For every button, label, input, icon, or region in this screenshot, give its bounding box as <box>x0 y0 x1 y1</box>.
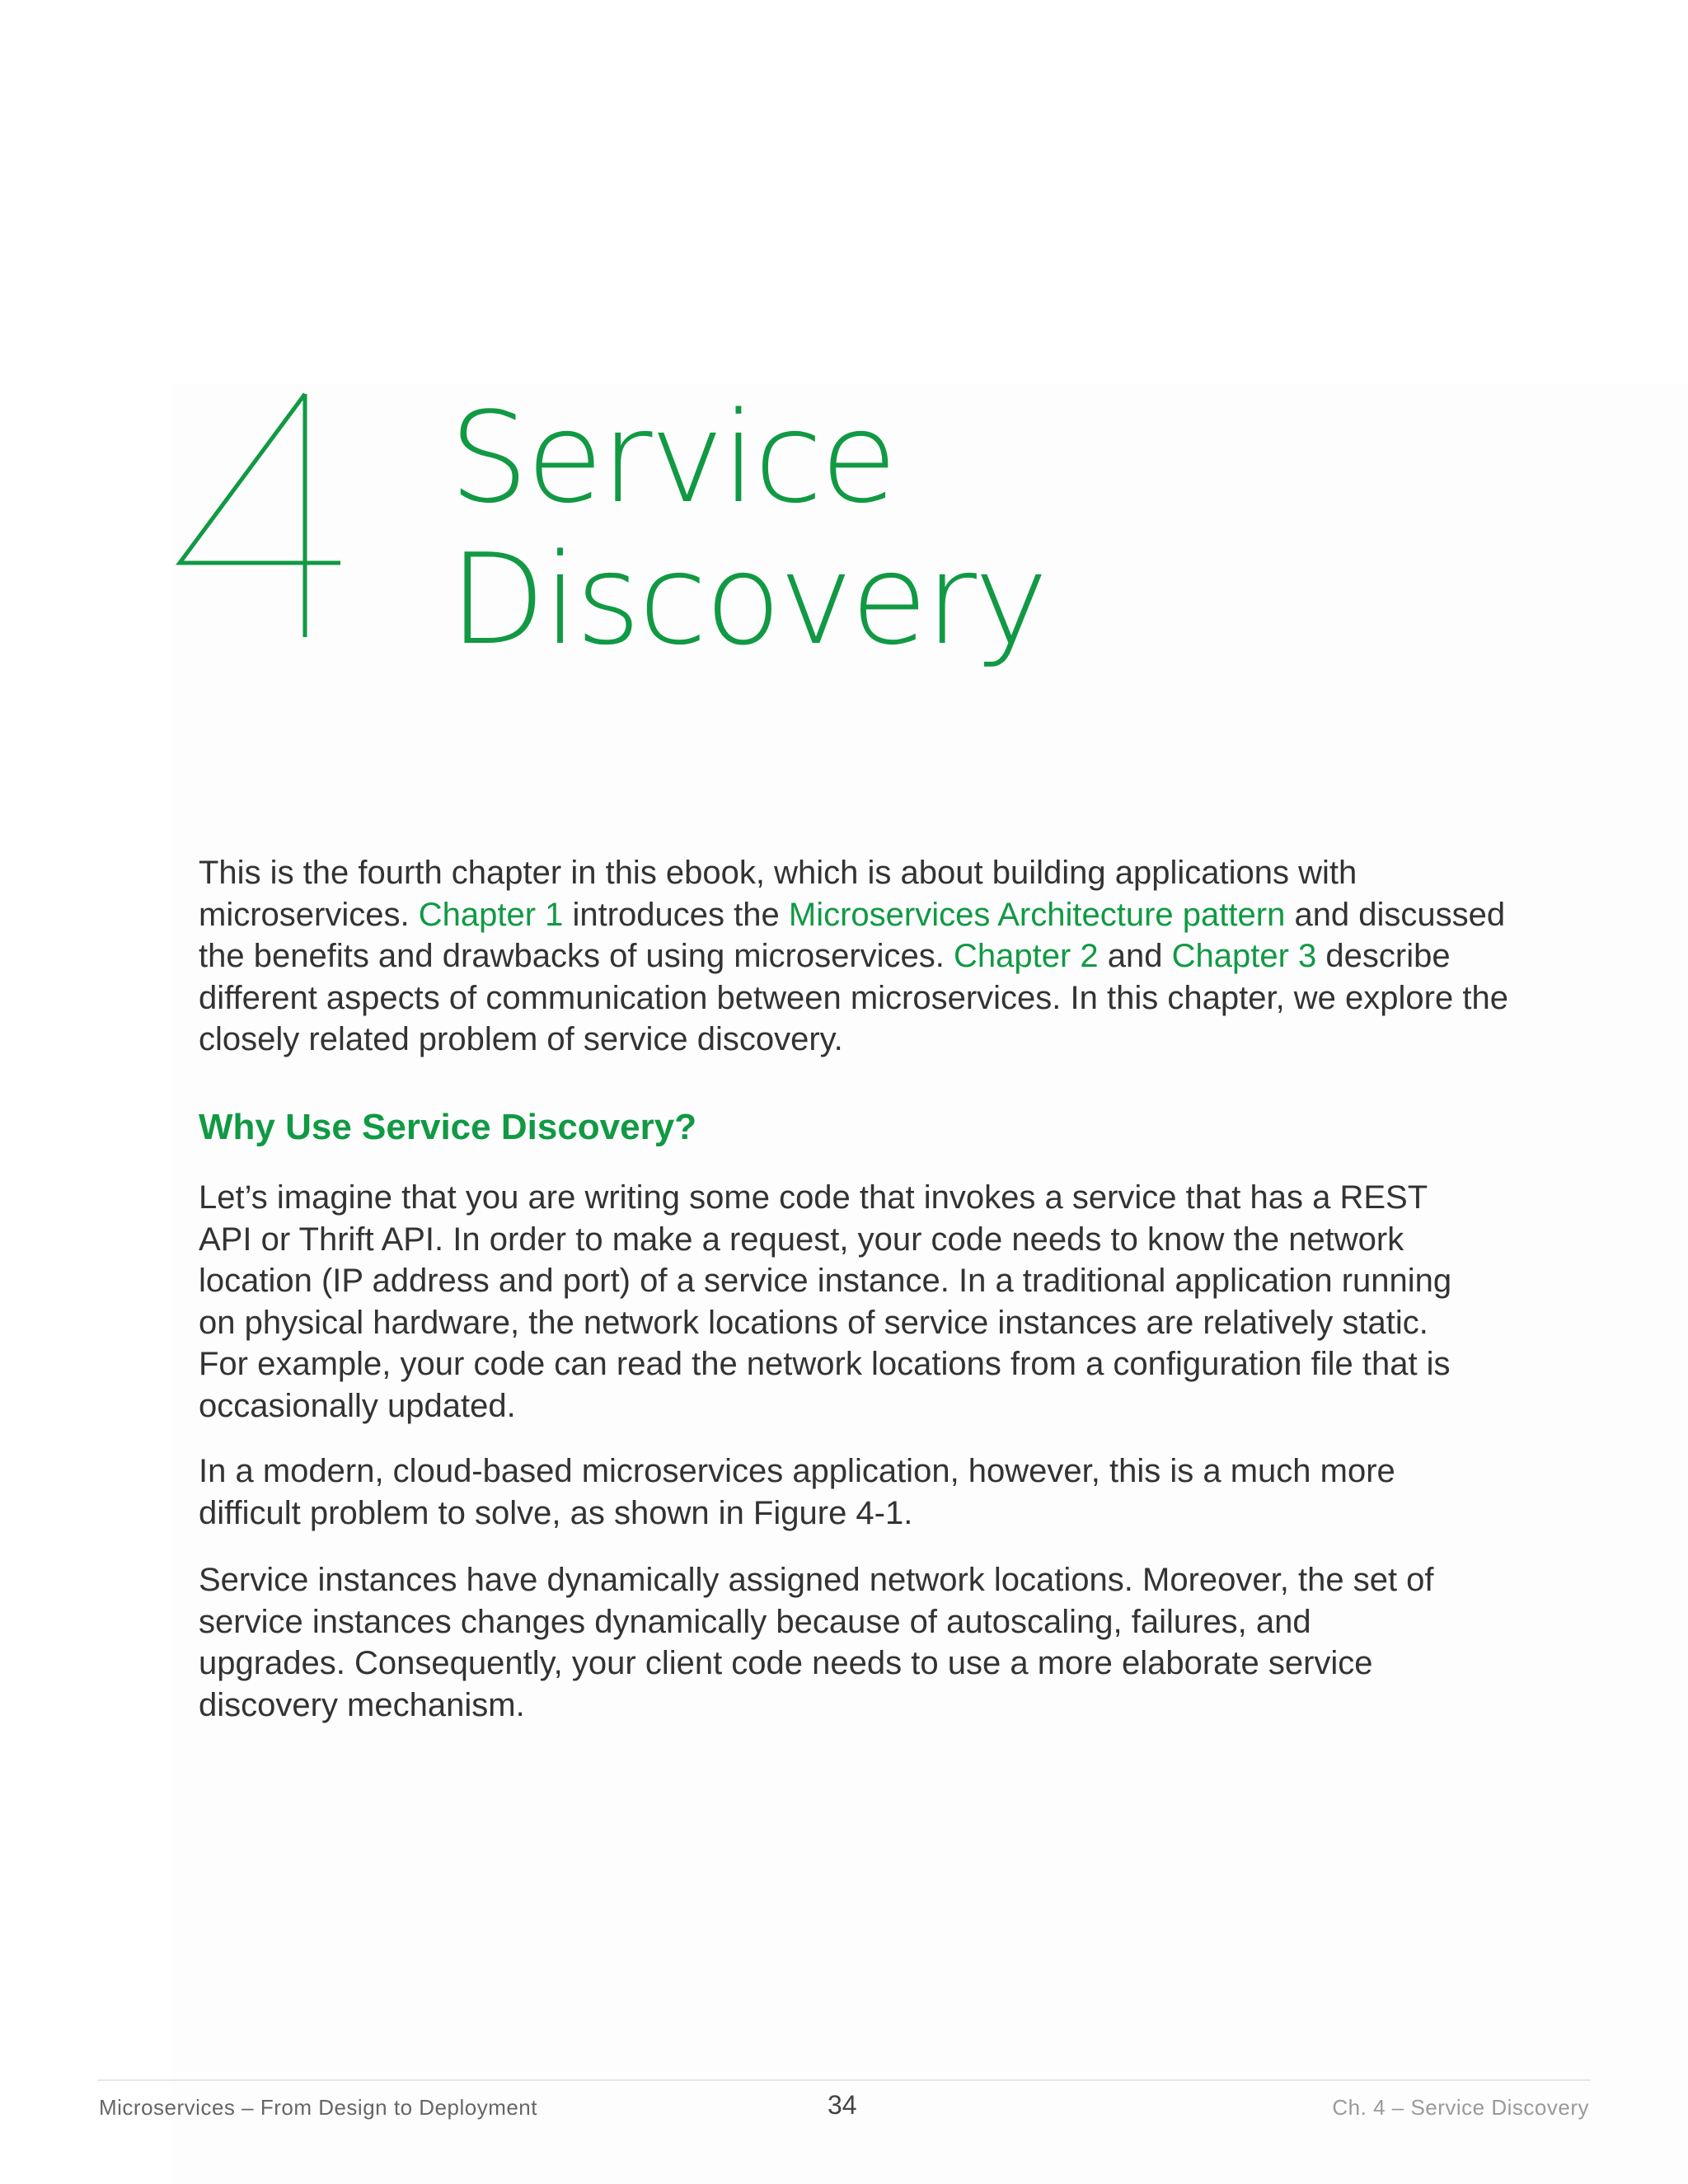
chapter-title <box>449 387 1046 671</box>
chapter-number <box>171 344 361 649</box>
footer-divider <box>97 2079 1591 2081</box>
chapter-1-link[interactable]: Chapter 1 <box>418 896 564 933</box>
footer-book-title: Microservices – From Design to Deployment <box>99 2095 537 2120</box>
section-paragraph-3: Service instances have dynamically assigned network locations. Moreover, the set of service instances changes dynamically because of autoscaling, failures, and upgrades. Consequently, your client code needs to use a more elaborate service discovery mechanism. <box>199 1562 1434 1723</box>
intro-paragraph <box>199 852 1542 1061</box>
intro-text-5: describe different aspects of communication between microservices. In this chapter, we explore the closely related problem of service discovery. <box>199 938 1508 1057</box>
footer-page-number: 34 <box>828 2090 857 2120</box>
section-paragraph-2: In a modern, cloud-based microservices application, however, this is a much more difficult problem to solve, as shown in Figure 4-1. <box>199 1453 1395 1531</box>
chapter-number-glyph <box>180 394 340 637</box>
section-paragraph-1: Let’s imagine that you are writing some code that invokes a service that has a REST API or Thrift API. In order to make a request, your code needs to know the network location (IP address and port) of a service instance. In a traditional application running on physical hardware, the network locations of service instances are relatively static. For example, your code can read the network locations from a configuration file that is occasionally updated. <box>199 1179 1452 1424</box>
chapter-title-line-2: Discovery <box>449 527 1046 673</box>
intro-text-4: and <box>1098 938 1172 974</box>
section-heading: Why Use Service Discovery? <box>199 1107 697 1147</box>
intro-text-2: introduces the <box>563 896 789 933</box>
intro-text-3: and discussed the benefits and drawbacks of using microservices. <box>199 896 1506 974</box>
footer-chapter-label: Ch. 4 – Service Discovery <box>1332 2095 1589 2120</box>
chapter-2-link[interactable]: Chapter 2 <box>954 938 1099 974</box>
chapter-title-line-1: Service <box>449 385 895 531</box>
chapter-3-link[interactable]: Chapter 3 <box>1171 938 1317 974</box>
intro-text-1: This is the fourth chapter in this ebook, which is about building applications with microservices. <box>199 855 1357 933</box>
microservices-architecture-link[interactable]: Microservices Architecture pattern <box>788 896 1286 933</box>
